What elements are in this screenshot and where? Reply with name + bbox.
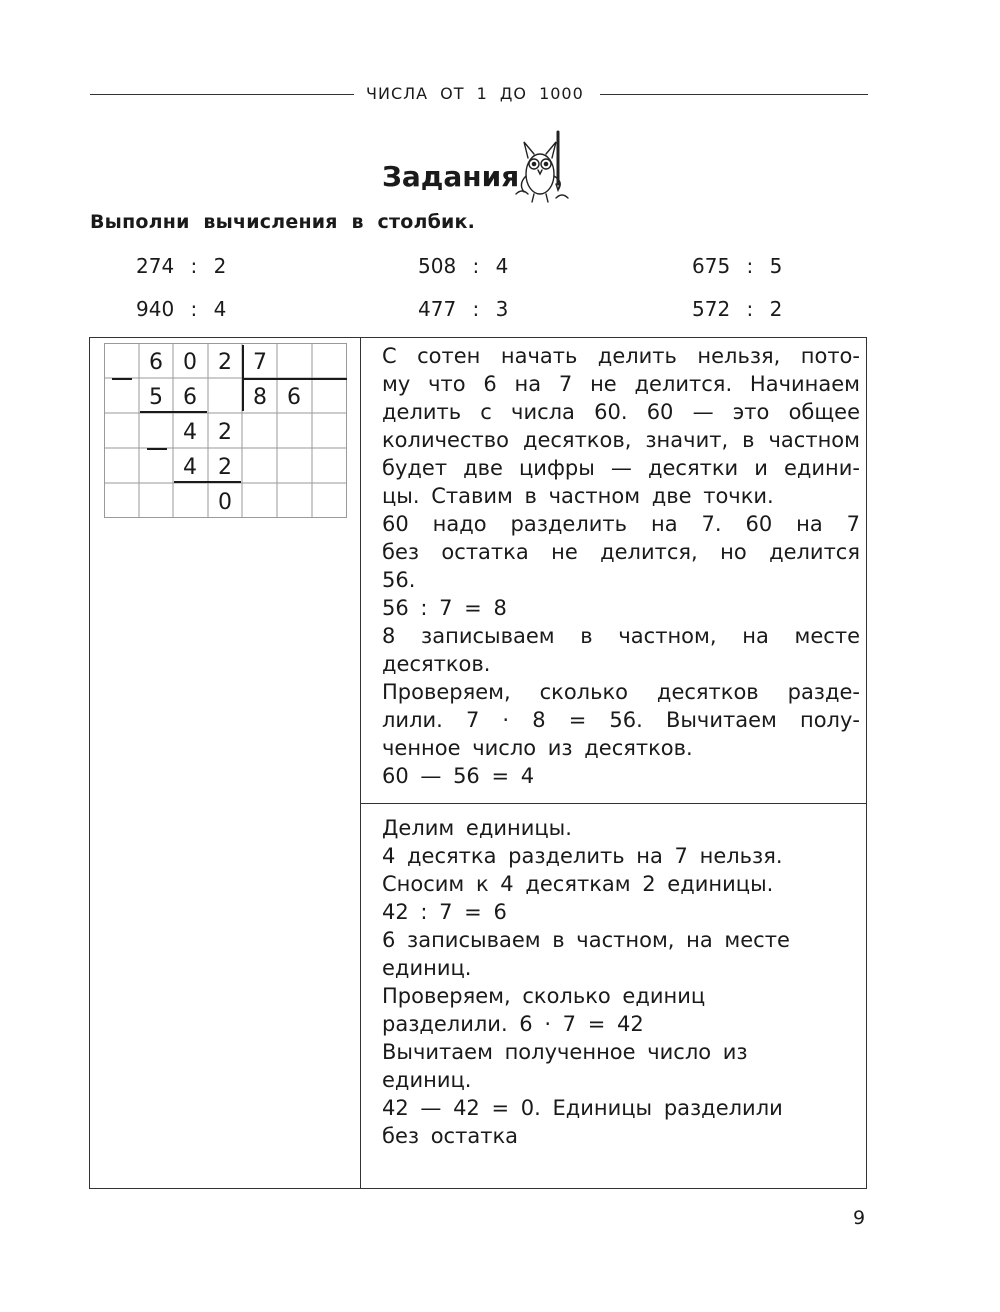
- subtrahend-1-digit-2: 6: [183, 385, 197, 410]
- exercise-4: 940 : 4: [136, 297, 227, 321]
- header-rule-right: [600, 94, 868, 95]
- dividend-digit-1: 6: [149, 350, 163, 375]
- explanation-line: Сносим к 4 десяткам 2 единицы.: [382, 872, 774, 896]
- explanation-line: будет две цифры — десятки и едини-: [382, 456, 860, 480]
- exercise-5: 477 : 3: [418, 297, 509, 321]
- dividend-digit-3: 2: [218, 350, 232, 375]
- divisor-digit: 7: [253, 350, 267, 375]
- quotient-digit-2: 6: [287, 385, 301, 410]
- long-division-grid: [104, 343, 348, 523]
- explanation-part-2: [382, 814, 860, 1150]
- exercise-6: 572 : 2: [692, 297, 783, 321]
- remainder-1-digit-1: 4: [183, 420, 197, 445]
- explanation-line: 42 — 42 = 0. Единицы разделили: [382, 1096, 783, 1120]
- explanation-line: С сотен начать делить нельзя, пото-: [382, 344, 860, 368]
- explanation-line: Делим единицы.: [382, 816, 572, 840]
- explanation-line: разделили. 6 · 7 = 42: [382, 1012, 644, 1036]
- explanation-line: единиц.: [382, 1068, 472, 1092]
- exercise-2: 508 : 4: [418, 254, 509, 278]
- explanation-line: десятков.: [382, 652, 491, 676]
- final-remainder: 0: [218, 490, 232, 515]
- explanation-line: количество десятков, значит, в частном: [382, 428, 860, 452]
- explanation-line: 60 надо разделить на 7. 60 на 7: [382, 512, 860, 536]
- explanation-line: Вычитаем полученное число из: [382, 1040, 748, 1064]
- explanation-line: 4 десятка разделить на 7 нельзя.: [382, 844, 783, 868]
- explanation-line: 6 записываем в частном, на месте: [382, 928, 790, 952]
- explanation-line: ченное число из десятков.: [382, 736, 693, 760]
- remainder-1-digit-2: 2: [218, 420, 232, 445]
- running-header: [90, 84, 868, 106]
- explanation-line: Проверяем, сколько единиц: [382, 984, 706, 1008]
- dividend-digit-2: 0: [183, 350, 197, 375]
- explanation-part-1: [382, 342, 860, 790]
- explanation-line: му что 6 на 7 не делится. Начинаем: [382, 372, 860, 396]
- task-title: Задания: [382, 160, 520, 193]
- explanation-line: единиц.: [382, 956, 472, 980]
- explanation-line: 56.: [382, 568, 416, 592]
- explanation-line: без остатка: [382, 1124, 518, 1148]
- subtrahend-1-digit-1: 5: [149, 385, 163, 410]
- subtrahend-2-digit-2: 2: [218, 455, 232, 480]
- explanation-line: 60 — 56 = 4: [382, 764, 535, 788]
- explanation-line: Проверяем, сколько десятков разде-: [382, 680, 860, 704]
- page-number: 9: [853, 1207, 866, 1229]
- exercise-3: 675 : 5: [692, 254, 783, 278]
- explanation-line: цы. Ставим в частном две точки.: [382, 484, 774, 508]
- header-rule-left: [90, 94, 354, 95]
- header-title: ЧИСЛА ОТ 1 ДО 1000: [366, 84, 584, 103]
- explanation-line: 8 записываем в частном, на месте: [382, 624, 860, 648]
- owl-pencil-icon: [512, 128, 572, 208]
- explanation-line: без остатка не делится, но делится: [382, 540, 860, 564]
- table-column-divider: [360, 337, 361, 1188]
- explanation-line: лили. 7 · 8 = 56. Вычитаем полу-: [382, 708, 860, 732]
- task-instruction: Выполни вычисления в столбик.: [90, 211, 476, 233]
- explanation-line: 42 : 7 = 6: [382, 900, 507, 924]
- subtrahend-2-digit-1: 4: [183, 455, 197, 480]
- explanation-line: делить с числа 60. 60 — это общее: [382, 400, 860, 424]
- table-row-divider: [360, 803, 866, 804]
- exercise-1: 274 : 2: [136, 254, 227, 278]
- quotient-digit-1: 8: [253, 385, 267, 410]
- explanation-line: 56 : 7 = 8: [382, 596, 507, 620]
